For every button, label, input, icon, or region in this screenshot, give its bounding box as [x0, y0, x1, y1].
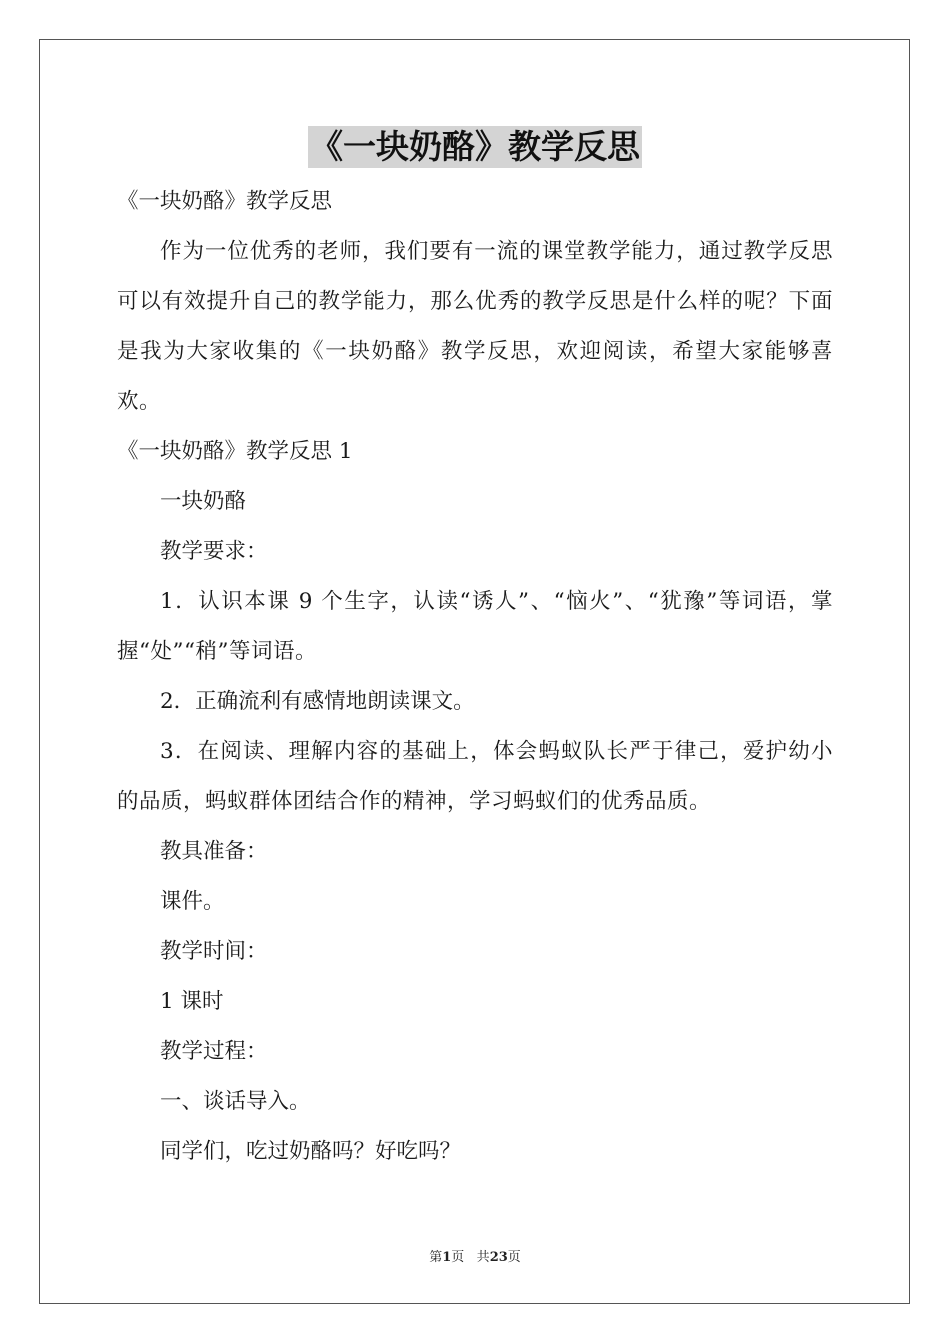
total-suffix: 页 — [507, 1250, 521, 1265]
time-label: 教学时间： — [160, 939, 268, 964]
document-title: 《一块奶酪》教学反思 — [310, 127, 640, 166]
page-suffix: 页 — [451, 1250, 465, 1265]
requirement-3: 3．在阅读、理解内容的基础上，体会蚂蚁队长严于律己，爱护幼小的品质，蚂蚁群体团结合作的精神，学习蚂蚁们的优秀品质。 — [117, 739, 833, 814]
section-heading: 《一块奶酪》教学反思 1 — [117, 439, 353, 464]
step-1: 一、谈话导入。 — [160, 1089, 311, 1114]
total-prefix: 共 — [476, 1250, 490, 1265]
page-number: 1 — [442, 1250, 452, 1265]
total-pages: 23 — [489, 1250, 508, 1265]
question: 同学们，吃过奶酪吗？好吃吗？ — [160, 1139, 462, 1164]
intro-paragraph: 作为一位优秀的老师，我们要有一流的课堂教学能力，通过教学反思可以有效提升自己的教学能力，那么优秀的教学反思是什么样的呢？下面是我为大家收集的《一块奶酪》教学反思，欢迎阅读，希望大家能够喜欢。 — [117, 239, 833, 414]
title-container — [0, 126, 950, 168]
requirements-label: 教学要求： — [160, 539, 268, 564]
process-label: 教学过程： — [160, 1039, 268, 1064]
time-value: 1 课时 — [160, 989, 224, 1014]
requirement-1: 1．认识本课 9 个生字，认读“诱人”、“恼火”、“犹豫”等词语，掌握“处”“稍”等词语。 — [117, 589, 833, 664]
requirement-2: 2．正确流利有感情地朗读课文。 — [160, 689, 475, 714]
document-body — [117, 177, 833, 1177]
materials-value: 课件。 — [160, 889, 225, 914]
subtitle: 《一块奶酪》教学反思 — [117, 189, 333, 214]
materials-label: 教具准备： — [160, 839, 268, 864]
page-footer — [0, 1246, 950, 1265]
page-prefix: 第 — [429, 1250, 443, 1265]
lesson-title: 一块奶酪 — [160, 489, 247, 514]
